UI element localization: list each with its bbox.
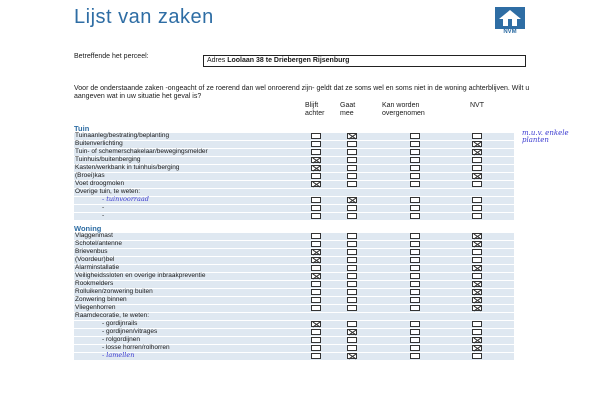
checkbox-overgenomen[interactable]: [410, 157, 420, 163]
checkbox-overgenomen[interactable]: [410, 273, 420, 279]
checkbox-gaat-mee[interactable]: [347, 329, 357, 335]
checkbox-nvt[interactable]: [472, 297, 482, 303]
checkbox-blijft-achter[interactable]: [311, 353, 321, 359]
item-label: (Broei)kas: [75, 172, 105, 179]
checkbox-overgenomen[interactable]: [410, 265, 420, 271]
checkbox-overgenomen[interactable]: [410, 181, 420, 187]
checkbox-nvt[interactable]: [472, 281, 482, 287]
item-label: Voet droogmolen: [75, 180, 125, 187]
checkbox-nvt[interactable]: [472, 305, 482, 311]
item-label: Tuinaanleg/bestrating/beplanting: [75, 132, 170, 139]
checkbox-blijft-achter[interactable]: [311, 133, 321, 139]
checkbox-overgenomen[interactable]: [410, 241, 420, 247]
checkbox-blijft-achter[interactable]: [311, 289, 321, 295]
item-label: Raamdecoratie, te weten:: [75, 312, 150, 319]
logo-text: NVM: [503, 29, 517, 35]
checkbox-gaat-mee[interactable]: [347, 241, 357, 247]
checkbox-overgenomen[interactable]: [410, 305, 420, 311]
checkbox-blijft-achter[interactable]: [311, 233, 321, 239]
checkbox-gaat-mee[interactable]: [347, 289, 357, 295]
item-label: - gordijnen/vitrages: [102, 328, 158, 335]
checkbox-blijft-achter[interactable]: [311, 157, 321, 163]
checkbox-overgenomen[interactable]: [410, 149, 420, 155]
perceel-label: Betreffende het perceel:: [74, 53, 149, 60]
item-label: Rolluiken/zonwering buiten: [75, 288, 153, 295]
checkbox-gaat-mee[interactable]: [347, 297, 357, 303]
checkbox-gaat-mee[interactable]: [347, 281, 357, 287]
column-header-gaat-mee: Gaat mee: [340, 102, 356, 117]
checkbox-gaat-mee[interactable]: [347, 165, 357, 171]
checkbox-blijft-achter[interactable]: [311, 241, 321, 247]
checkbox-nvt[interactable]: [472, 213, 482, 219]
page-title: Lijst van zaken: [74, 6, 214, 28]
checkbox-overgenomen[interactable]: [410, 173, 420, 179]
handwritten-note: m.u.v. enkele planten: [522, 129, 569, 144]
checkbox-blijft-achter[interactable]: [311, 297, 321, 303]
checkbox-overgenomen[interactable]: [410, 165, 420, 171]
column-header-nvt: NVT: [470, 102, 484, 109]
item-label: Tuinhuis/buitenberging: [75, 156, 141, 163]
checkbox-nvt[interactable]: [472, 241, 482, 247]
item-label: Brievenbus: [75, 248, 108, 255]
checkbox-gaat-mee[interactable]: [347, 149, 357, 155]
list-item: [74, 241, 514, 249]
checkbox-overgenomen[interactable]: [410, 329, 420, 335]
checkbox-blijft-achter[interactable]: [311, 213, 321, 219]
checkbox-blijft-achter[interactable]: [311, 165, 321, 171]
address-field[interactable]: [203, 55, 526, 67]
checkbox-nvt[interactable]: [472, 345, 482, 351]
checkbox-gaat-mee[interactable]: [347, 197, 357, 203]
checkbox-nvt[interactable]: [472, 233, 482, 239]
item-label: -: [102, 204, 105, 211]
list-item: [74, 197, 514, 205]
item-label: Kasten/werkbank in tuinhuis/berging: [75, 164, 180, 171]
list-item: [74, 257, 514, 265]
item-label: - gordijnrails: [102, 320, 138, 327]
item-label: - tuinvoorraad: [102, 195, 149, 203]
checkbox-nvt[interactable]: [472, 141, 482, 147]
checkbox-gaat-mee[interactable]: [347, 173, 357, 179]
checkbox-blijft-achter[interactable]: [311, 173, 321, 179]
checkbox-gaat-mee[interactable]: [347, 181, 357, 187]
checkbox-blijft-achter[interactable]: [311, 141, 321, 147]
checkbox-nvt[interactable]: [472, 205, 482, 211]
list-item: [74, 313, 514, 321]
checkbox-blijft-achter[interactable]: [311, 305, 321, 311]
checkbox-overgenomen[interactable]: [410, 297, 420, 303]
checkbox-nvt[interactable]: [472, 173, 482, 179]
checkbox-gaat-mee[interactable]: [347, 233, 357, 239]
checkbox-overgenomen[interactable]: [410, 337, 420, 343]
checkbox-gaat-mee[interactable]: [347, 249, 357, 255]
checkbox-gaat-mee[interactable]: [347, 337, 357, 343]
checkbox-gaat-mee[interactable]: [347, 265, 357, 271]
checkbox-nvt[interactable]: [472, 149, 482, 155]
checkbox-gaat-mee[interactable]: [347, 141, 357, 147]
item-label: Vlaggenmast: [75, 232, 113, 239]
checkbox-blijft-achter[interactable]: [311, 265, 321, 271]
checkbox-gaat-mee[interactable]: [347, 273, 357, 279]
list-item: [74, 353, 514, 361]
list-item: [74, 249, 514, 257]
list-item: [74, 329, 514, 337]
checkbox-blijft-achter[interactable]: [311, 273, 321, 279]
checkbox-nvt[interactable]: [472, 337, 482, 343]
checkbox-overgenomen[interactable]: [410, 281, 420, 287]
checkbox-blijft-achter[interactable]: [311, 249, 321, 255]
checkbox-nvt[interactable]: [472, 321, 482, 327]
column-header-blijft-achter: Blijft achter: [305, 102, 325, 117]
checkbox-nvt[interactable]: [472, 133, 482, 139]
checkbox-overgenomen[interactable]: [410, 249, 420, 255]
checkbox-blijft-achter[interactable]: [311, 257, 321, 263]
checkbox-overgenomen[interactable]: [410, 197, 420, 203]
list-item: [74, 273, 514, 281]
list-item: [74, 205, 514, 213]
checkbox-gaat-mee[interactable]: [347, 133, 357, 139]
item-label: - rolgordijnen: [102, 336, 140, 343]
checkbox-overgenomen[interactable]: [410, 353, 420, 359]
item-label: Zonwering binnen: [75, 296, 127, 303]
checkbox-nvt[interactable]: [472, 265, 482, 271]
checkbox-overgenomen[interactable]: [410, 233, 420, 239]
checkbox-blijft-achter[interactable]: [311, 281, 321, 287]
item-label: Buitenverlichting: [75, 140, 123, 147]
address-value: Loolaan 38 te Driebergen Rijsenburg: [227, 57, 350, 64]
item-label: Tuin- of schemerschakelaar/bewegingsmelder: [75, 148, 208, 155]
checkbox-gaat-mee[interactable]: [347, 353, 357, 359]
address-prefix: Adres: [207, 57, 228, 64]
checkbox-nvt[interactable]: [472, 181, 482, 187]
checkbox-gaat-mee[interactable]: [347, 305, 357, 311]
checkbox-gaat-mee[interactable]: [347, 157, 357, 163]
checkbox-nvt[interactable]: [472, 257, 482, 263]
list-item: [74, 297, 514, 305]
item-label: Veiligheidssloten en overige inbraakpreventie: [75, 272, 206, 279]
section-title: Woning: [74, 224, 102, 233]
checkbox-gaat-mee[interactable]: [347, 345, 357, 351]
checkbox-nvt[interactable]: [472, 353, 482, 359]
intro-text: Voor de onderstaande zaken -ongeacht of ze roerend dan wel onroerend zijn- geldt dat ze soms wel en soms niet in de woning achterblijven. Wilt u aangeven wat in uw situatie het geval is?: [74, 85, 530, 100]
checkbox-overgenomen[interactable]: [410, 141, 420, 147]
item-label: Alarminstallatie: [75, 264, 120, 271]
list-item: [74, 213, 514, 221]
checkbox-gaat-mee[interactable]: [347, 213, 357, 219]
checkbox-overgenomen[interactable]: [410, 205, 420, 211]
checkbox-nvt[interactable]: [472, 157, 482, 163]
item-label: - losse horren/rolhorren: [102, 344, 170, 351]
nvm-logo: [495, 7, 525, 29]
checkbox-blijft-achter[interactable]: [311, 181, 321, 187]
checkbox-overgenomen[interactable]: [410, 321, 420, 327]
item-label: Vliegenhorren: [75, 304, 116, 311]
column-header-kan-worden-overgenomen: Kan worden overgenomen: [382, 102, 425, 117]
house-icon: [495, 7, 525, 29]
checkbox-overgenomen[interactable]: [410, 133, 420, 139]
checkbox-overgenomen[interactable]: [410, 257, 420, 263]
checkbox-nvt[interactable]: [472, 289, 482, 295]
section-title: Tuin: [74, 124, 90, 133]
list-item: [74, 289, 514, 297]
checkbox-blijft-achter[interactable]: [311, 197, 321, 203]
checkbox-nvt[interactable]: [472, 165, 482, 171]
checkbox-gaat-mee[interactable]: [347, 321, 357, 327]
checkbox-gaat-mee[interactable]: [347, 257, 357, 263]
item-label: -: [102, 212, 105, 219]
checkbox-blijft-achter[interactable]: [311, 149, 321, 155]
checkbox-blijft-achter[interactable]: [311, 345, 321, 351]
checkbox-overgenomen[interactable]: [410, 345, 420, 351]
checkbox-overgenomen[interactable]: [410, 213, 420, 219]
item-label: (Voordeur)bel: [75, 256, 115, 263]
checkbox-blijft-achter[interactable]: [311, 329, 321, 335]
checkbox-overgenomen[interactable]: [410, 289, 420, 295]
checkbox-nvt[interactable]: [472, 197, 482, 203]
checkbox-blijft-achter[interactable]: [311, 337, 321, 343]
item-label: Schotel/antenne: [75, 240, 122, 247]
list-item: [74, 233, 514, 241]
checkbox-nvt[interactable]: [472, 329, 482, 335]
list-item: [74, 173, 514, 181]
list-item: [74, 345, 514, 353]
item-label: - lamellen: [102, 351, 135, 359]
checkbox-nvt[interactable]: [472, 273, 482, 279]
checkbox-blijft-achter[interactable]: [311, 321, 321, 327]
checkbox-gaat-mee[interactable]: [347, 205, 357, 211]
list-item: [74, 165, 514, 173]
checkbox-blijft-achter[interactable]: [311, 205, 321, 211]
item-label: Overige tuin, te weten:: [75, 188, 141, 195]
checkbox-nvt[interactable]: [472, 249, 482, 255]
item-label: Rookmelders: [75, 280, 114, 287]
